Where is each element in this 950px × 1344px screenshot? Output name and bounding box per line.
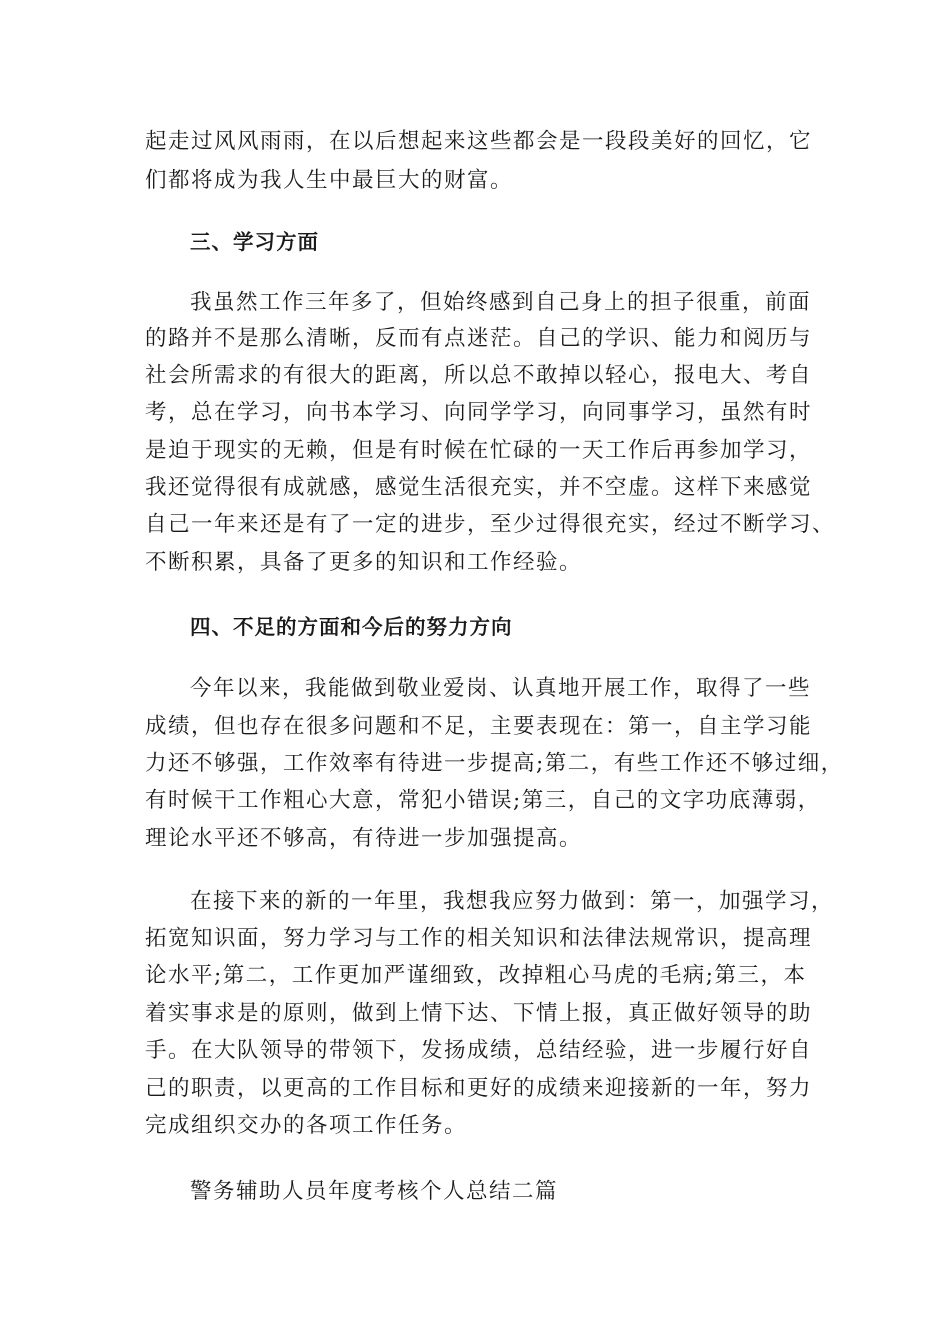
- paragraph-line: 有时候干工作粗心大意，常犯小错误;第三，自己的文字功底薄弱，: [145, 788, 821, 813]
- paragraph-line: 我虽然工作三年多了，但始终感到自己身上的担子很重，前面: [190, 290, 812, 315]
- paragraph-line: 己的职责，以更高的工作目标和更好的成绩来迎接新的一年，努力: [145, 1076, 813, 1101]
- paragraph-line: 拓宽知识面，努力学习与工作的相关知识和法律法规常识，提高理: [145, 926, 813, 951]
- paragraph-line: 手。在大队领导的带领下，发扬成绩，总结经验，进一步履行好自: [145, 1038, 813, 1063]
- paragraph-line: 是迫于现实的无赖，但是有时候在忙碌的一天工作后再参加学习，: [145, 438, 813, 463]
- paragraph-line: 起走过风风雨雨，在以后想起来这些都会是一段段美好的回忆，它: [145, 129, 813, 154]
- section-heading-shortcomings: 四、不足的方面和今后的努力方向: [190, 615, 513, 639]
- paragraph-line: 论水平;第二，工作更加严谨细致，改掉粗心马虎的毛病;第三，本: [145, 963, 807, 988]
- paragraph-line: 们都将成为我人生中最巨大的财富。: [145, 168, 514, 193]
- paragraph-line: 考，总在学习，向书本学习、向同学学习，向同事学习，虽然有时: [145, 400, 813, 425]
- paragraph-line: 力还不够强，工作效率有待进一步提高;第二，有些工作还不够过细，: [145, 751, 844, 776]
- paragraph-line: 社会所需求的有很大的距离，所以总不敢掉以轻心，报电大、考自: [145, 363, 813, 388]
- paragraph-line: 成绩，但也存在很多问题和不足，主要表现在：第一，自主学习能: [145, 714, 813, 739]
- paragraph-line: 不断积累，具备了更多的知识和工作经验。: [145, 550, 583, 575]
- paragraph-line: 的路并不是那么清晰，反而有点迷茫。自己的学识、能力和阅历与: [145, 326, 813, 351]
- paragraph-line: 在接下来的新的一年里，我想我应努力做到：第一，加强学习，: [190, 889, 835, 914]
- paragraph-line: 我还觉得很有成就感，感觉生活很充实，并不空虚。这样下来感觉: [145, 475, 813, 500]
- paragraph-line: 自己一年来还是有了一定的进步，至少过得很充实，经过不断学习、: [145, 512, 836, 537]
- section-heading-study: 三、学习方面: [190, 230, 319, 254]
- paragraph-line: 理论水平还不够高，有待进一步加强提高。: [145, 826, 583, 851]
- paragraph-line: 今年以来，我能做到敬业爱岗、认真地开展工作，取得了一些: [190, 676, 812, 701]
- paragraph-line: 着实事求是的原则，做到上情下达、下情上报，真正做好领导的助: [145, 1001, 813, 1026]
- paragraph-line: 警务辅助人员年度考核个人总结二篇: [190, 1179, 559, 1204]
- paragraph-line: 完成组织交办的各项工作任务。: [145, 1113, 468, 1138]
